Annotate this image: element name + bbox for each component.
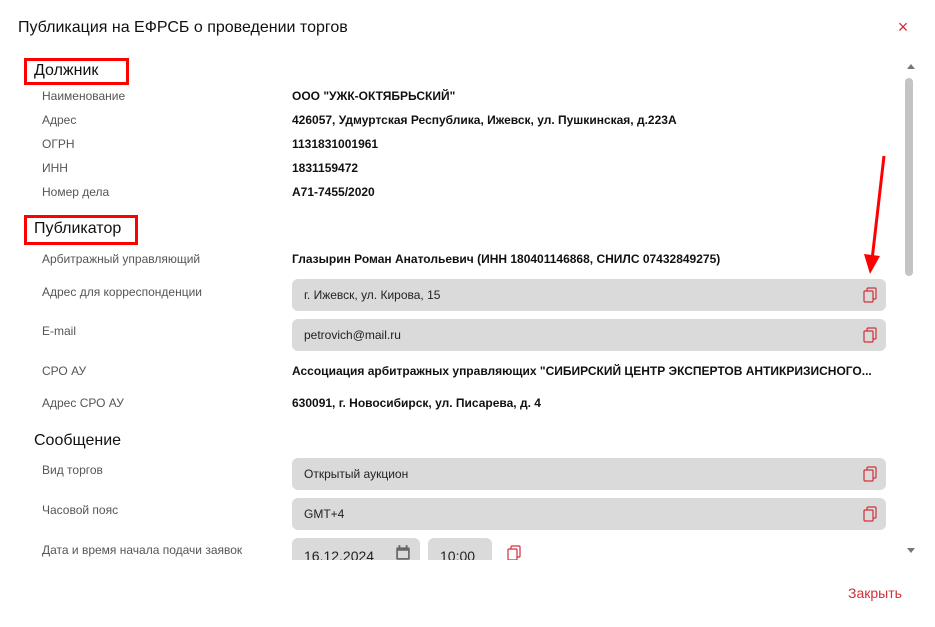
auction-type-label: Вид торгов	[42, 463, 103, 477]
publisher-heading: Публикатор	[34, 220, 122, 237]
correspondence-address-label: Адрес для корреспонденции	[42, 285, 202, 299]
scrollbar[interactable]	[903, 60, 917, 560]
copy-icon[interactable]	[862, 287, 878, 303]
auction-type-value: Открытый аукцион	[304, 467, 409, 481]
email-value: petrovich@mail.ru	[304, 328, 401, 342]
auction-type-field[interactable]	[292, 458, 886, 490]
timezone-label: Часовой пояс	[42, 503, 119, 517]
calendar-icon[interactable]	[394, 544, 412, 560]
start-time-field[interactable]	[428, 538, 492, 560]
sro-label: СРО АУ	[42, 364, 87, 378]
start-date-value: 16.12.2024	[304, 548, 375, 560]
timezone-value: GMT+4	[304, 507, 345, 521]
timezone-field[interactable]	[292, 498, 886, 530]
correspondence-address-field[interactable]	[292, 279, 886, 311]
debtor-ogrn-label: ОГРН	[42, 137, 75, 151]
debtor-name-value: ООО "УЖК-ОКТЯБРЬСКИЙ"	[292, 89, 456, 103]
start-time-value: 10:00	[440, 548, 476, 560]
debtor-address-value: 426057, Удмуртская Республика, Ижевск, ул. Пушкинская, д.223А	[292, 113, 677, 127]
message-heading: Сообщение	[34, 432, 122, 449]
debtor-heading: Должник	[34, 62, 99, 79]
manager-value: Глазырин Роман Анатольевич (ИНН 180401146868, СНИЛС 07432849275)	[292, 252, 721, 266]
start-date-field[interactable]	[292, 538, 420, 560]
manager-label: Арбитражный управляющий	[42, 252, 201, 266]
copy-icon[interactable]	[862, 466, 878, 482]
debtor-ogrn-value: 1131831001961	[292, 137, 379, 151]
annotation-arrow	[860, 150, 890, 280]
scroll-down-icon[interactable]	[907, 548, 915, 553]
debtor-inn-label: ИНН	[42, 161, 68, 175]
sro-address-label: Адрес СРО АУ	[42, 396, 124, 410]
email-label: E-mail	[42, 324, 77, 338]
close-icon[interactable]: ×	[897, 17, 909, 37]
scroll-up-icon[interactable]	[907, 64, 915, 69]
dialog-title: Публикация на ЕФРСБ о проведении торгов	[18, 19, 348, 36]
debtor-inn-value: 1831159472	[292, 161, 359, 175]
debtor-name-label: Наименование	[42, 89, 126, 103]
correspondence-address-value: г. Ижевск, ул. Кирова, 15	[304, 288, 441, 302]
debtor-case-value: А71-7455/2020	[292, 185, 375, 199]
debtor-address-label: Адрес	[42, 113, 77, 127]
start-datetime-label: Дата и время начала подачи заявок	[42, 543, 243, 557]
dialog-body	[0, 58, 922, 560]
copy-icon[interactable]	[506, 545, 522, 560]
close-button[interactable]: Закрыть	[848, 585, 902, 601]
sro-address-value: 630091, г. Новосибирск, ул. Писарева, д. 4	[292, 396, 541, 410]
copy-icon[interactable]	[862, 327, 878, 343]
email-field[interactable]	[292, 319, 886, 351]
debtor-case-label: Номер дела	[42, 185, 110, 199]
scrollbar-thumb[interactable]	[905, 78, 913, 276]
copy-icon[interactable]	[862, 506, 878, 522]
sro-value: Ассоциация арбитражных управляющих "СИБИРСКИЙ ЦЕНТР ЭКСПЕРТОВ АНТИКРИЗИСНОГО...	[292, 364, 872, 378]
